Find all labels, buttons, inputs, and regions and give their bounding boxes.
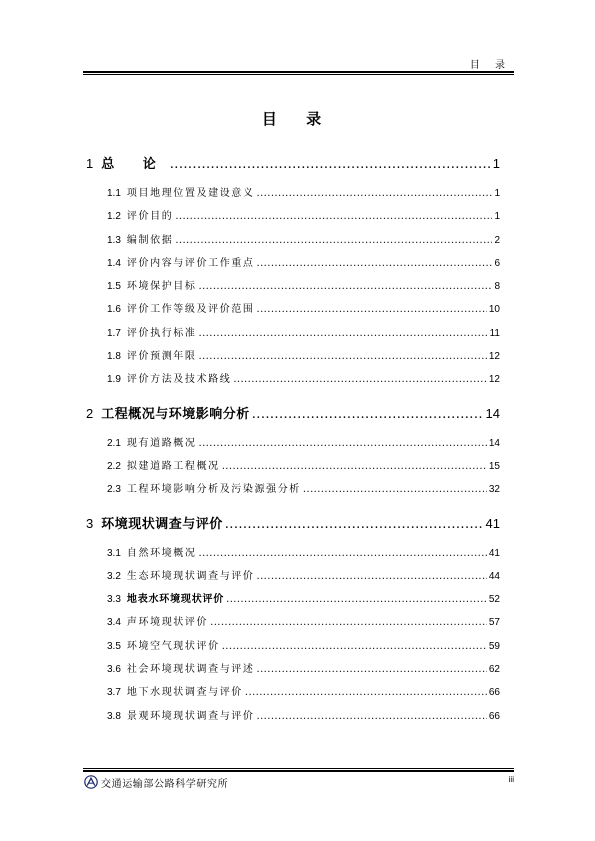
toc-entry-page: 52 (488, 594, 500, 606)
toc-entry-page: 12 (488, 374, 500, 386)
leader-dots (199, 542, 487, 565)
toc-entry-label: 地表水环境现状评价 (126, 594, 225, 606)
leader-dots (175, 229, 492, 252)
toc-section-3-5[interactable] (86, 635, 500, 658)
toc-section-2-3[interactable] (86, 478, 500, 501)
toc-entry-label: 评价内容与评价工作重点 (126, 257, 255, 269)
toc-entry-label: 景观环境现状调查与评价 (126, 710, 255, 722)
table-of-contents (86, 150, 500, 728)
toc-section-3-4[interactable] (86, 611, 500, 634)
toc-section-1-9[interactable] (86, 368, 500, 391)
toc-entry-label: 工程概况与环境影响分析 (101, 406, 250, 422)
toc-entry-number: 1.5 (107, 281, 121, 293)
toc-entry-label: 总 论 (101, 157, 168, 172)
toc-chapter-1[interactable] (86, 152, 500, 176)
toc-entry-page: 10 (488, 304, 500, 316)
toc-entry-page: 32 (488, 484, 500, 496)
leader-dots (199, 432, 487, 455)
toc-section-3-8[interactable] (86, 705, 500, 728)
toc-entry-page: 12 (488, 351, 500, 363)
toc-entry-label: 环境保护目标 (126, 281, 197, 293)
toc-entry-page: 66 (488, 687, 500, 699)
toc-section-2-1[interactable] (86, 432, 500, 455)
toc-entry-label: 评价工作等级及评价范围 (126, 304, 255, 316)
leader-dots (257, 252, 493, 275)
toc-entry-label: 评价目的 (126, 211, 174, 223)
toc-entry-number: 3.5 (107, 640, 121, 652)
toc-entry-label: 生态环境现状调查与评价 (126, 570, 255, 582)
toc-entry-label: 评价方法及技术路线 (126, 374, 232, 386)
toc-entry-page: 11 (489, 327, 500, 339)
toc-entry-page: 1 (494, 188, 500, 199)
page-footer (84, 774, 514, 790)
toc-entry-page: 66 (488, 710, 500, 722)
leader-dots (199, 275, 493, 298)
toc-entry-number: 3.8 (107, 710, 121, 722)
page-title: 目 录 (261, 110, 334, 128)
toc-entry-page: 62 (488, 664, 500, 676)
leader-dots (199, 345, 487, 368)
toc-chapter-3[interactable] (86, 512, 500, 536)
header-text: 目 录 (469, 60, 511, 71)
leader-dots (170, 153, 491, 177)
leader-dots (303, 478, 487, 501)
leader-dots (257, 658, 487, 681)
leader-dots (199, 322, 488, 345)
toc-section-2-2[interactable] (86, 455, 500, 478)
toc-entry-number: 2.2 (107, 460, 121, 472)
toc-entry-number: 2.3 (107, 484, 121, 496)
toc-entry-label: 地下水现状调查与评价 (126, 687, 243, 699)
toc-section-1-2[interactable] (86, 205, 500, 228)
toc-entry-label: 项目地理位置及建设意义 (126, 188, 255, 199)
toc-entry-number: 1.9 (107, 374, 121, 386)
toc-entry-number: 3.1 (107, 547, 121, 559)
toc-entry-page: 57 (488, 617, 500, 629)
toc-entry-page: 1 (494, 211, 500, 223)
toc-entry-number: 3.3 (107, 594, 121, 606)
toc-section-3-7[interactable] (86, 681, 500, 704)
toc-entry-page: 15 (488, 460, 500, 472)
leader-dots (222, 455, 487, 478)
leader-dots (233, 368, 487, 391)
toc-entry-number: 1.2 (107, 211, 121, 223)
toc-entry-label: 自然环境概况 (126, 547, 197, 559)
toc-entry-number: 1.3 (107, 234, 121, 246)
toc-entry-label: 声环境现状评价 (126, 617, 209, 629)
toc-entry-number: 3.7 (107, 687, 121, 699)
footer-page-number: iii (508, 775, 514, 784)
toc-section-1-4[interactable] (86, 252, 500, 275)
toc-entry-page: 6 (494, 257, 500, 269)
leader-dots (257, 565, 487, 588)
toc-entry-page: 44 (488, 570, 500, 582)
toc-section-3-3[interactable] (86, 588, 500, 611)
toc-entry-number: 1.6 (107, 304, 121, 316)
toc-entry-label: 环境空气现状评价 (126, 640, 220, 652)
toc-entry-page: 14 (488, 437, 500, 449)
header-rule (83, 71, 514, 75)
toc-section-1-1[interactable] (86, 182, 500, 205)
toc-entry-number: 1.4 (107, 257, 121, 269)
leader-dots (226, 588, 487, 611)
toc-section-3-1[interactable] (86, 542, 500, 565)
toc-entry-number: 3.4 (107, 617, 121, 629)
toc-chapter-2[interactable] (86, 402, 500, 426)
leader-dots (222, 635, 487, 658)
toc-entry-label: 社会环境现状调查与评述 (126, 664, 255, 676)
toc-entry-label: 环境现状调查与评价 (101, 516, 223, 532)
toc-entry-page: 1 (492, 156, 500, 171)
toc-entry-page: 8 (494, 281, 500, 293)
toc-entry-number: 1.8 (107, 351, 121, 363)
toc-entry-number: 3 (86, 515, 94, 531)
toc-entry-number: 3.6 (107, 664, 121, 676)
leader-dots (245, 681, 487, 704)
toc-entry-page: 41 (488, 547, 500, 559)
toc-entry-number: 1 (86, 156, 94, 171)
page-header (83, 56, 513, 70)
toc-entry-page: 14 (485, 405, 500, 421)
footer-organization: 交通运输部公路科学研究所 (101, 779, 229, 790)
toc-entry-number: 3.2 (107, 570, 121, 582)
institute-logo-icon (84, 774, 98, 788)
toc-section-1-5[interactable] (86, 275, 500, 298)
leader-dots (252, 403, 484, 427)
toc-entry-number: 2 (86, 405, 94, 421)
toc-entry-number: 2.1 (107, 437, 121, 449)
toc-entry-number: 1.7 (107, 327, 121, 339)
footer-rule (83, 768, 514, 772)
toc-entry-page: 59 (488, 640, 500, 652)
toc-section-3-6[interactable] (86, 658, 500, 681)
leader-dots (257, 182, 493, 205)
toc-section-1-3[interactable] (86, 229, 500, 252)
toc-entry-page: 2 (494, 234, 500, 246)
toc-section-1-8[interactable] (86, 345, 500, 368)
leader-dots (175, 205, 492, 228)
toc-entry-label: 现有道路概况 (126, 437, 197, 449)
toc-entry-label: 工程环境影响分析及污染源强分析 (126, 484, 301, 496)
toc-section-1-6[interactable] (86, 298, 500, 321)
toc-entry-label: 拟建道路工程概况 (126, 460, 220, 472)
toc-entry-label: 编制依据 (126, 234, 174, 246)
toc-entry-label: 评价执行标准 (126, 327, 197, 339)
leader-dots (225, 513, 484, 537)
toc-entry-label: 评价预测年限 (126, 351, 197, 363)
toc-section-3-2[interactable] (86, 565, 500, 588)
toc-section-1-7[interactable] (86, 322, 500, 345)
toc-entry-page: 41 (485, 515, 500, 531)
leader-dots (257, 705, 487, 728)
leader-dots (210, 611, 487, 634)
toc-entry-number: 1.1 (107, 188, 121, 199)
leader-dots (257, 298, 487, 321)
